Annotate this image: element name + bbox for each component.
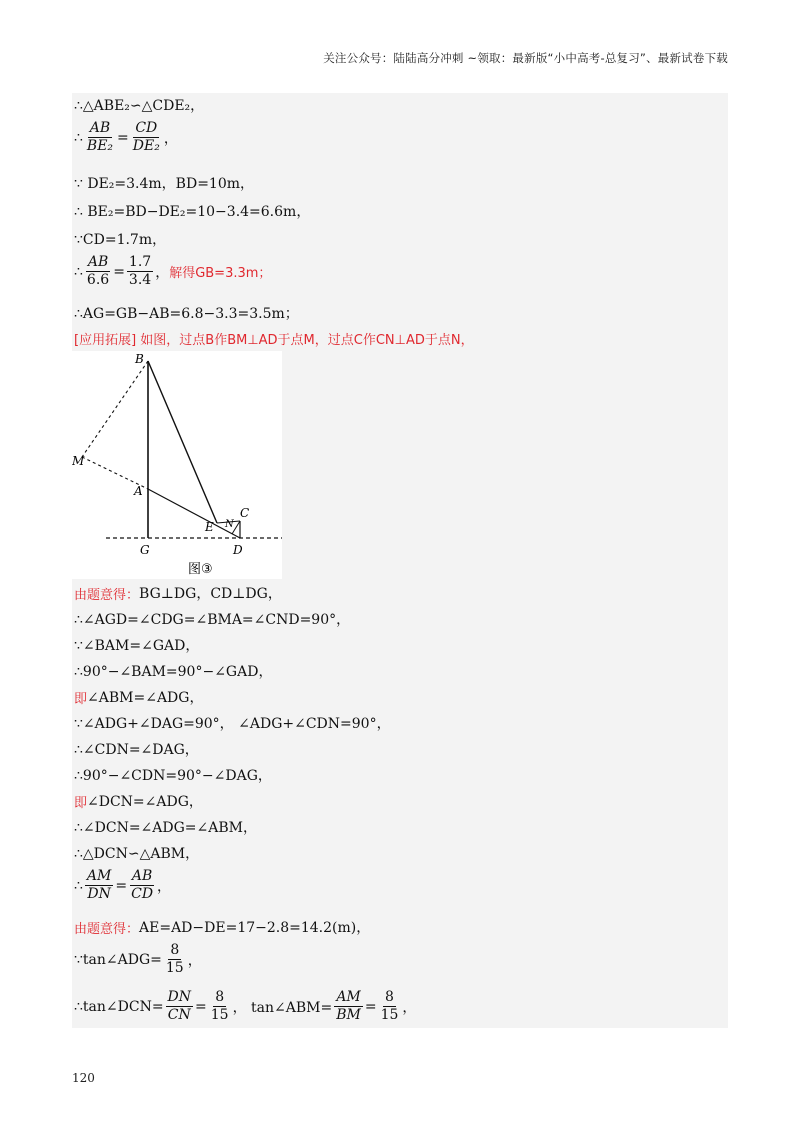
given-text: 由题意得： bbox=[74, 921, 140, 937]
numerator: 8 bbox=[215, 989, 225, 1005]
equals-sign: = bbox=[195, 998, 207, 1015]
line-cd bbox=[74, 229, 166, 249]
text-line: ∴AG=GB−AB=6.8−3.3=3.5m； bbox=[74, 306, 299, 322]
text-line: ∴∠DCN=∠ADG=∠ABM， bbox=[74, 820, 257, 836]
line-ae bbox=[74, 917, 370, 937]
text-line: ∠ABM=∠ADG， bbox=[87, 690, 204, 706]
fraction bbox=[209, 990, 231, 1023]
numerator: CD bbox=[135, 120, 158, 136]
denominator: BM bbox=[336, 1007, 361, 1023]
line-ratio-2 bbox=[74, 255, 271, 288]
text-line: ∵ DE₂=3.4m，BD=10m， bbox=[74, 176, 255, 192]
tan-prefix: ∴tan∠DCN= bbox=[74, 998, 164, 1015]
fraction bbox=[164, 943, 186, 976]
numerator: 1.7 bbox=[128, 254, 152, 270]
denominator: CN bbox=[167, 1007, 191, 1023]
fraction bbox=[85, 255, 111, 288]
line-application-extension bbox=[74, 329, 474, 348]
denominator: DE₂ bbox=[132, 138, 160, 154]
line-angle-sums bbox=[74, 713, 391, 733]
figure-caption: 图③ bbox=[188, 562, 213, 577]
numerator: AM bbox=[86, 868, 112, 884]
numerator: DN bbox=[167, 989, 192, 1005]
fraction bbox=[85, 869, 113, 902]
label-m: M bbox=[72, 454, 85, 468]
comma: ， bbox=[402, 999, 417, 1016]
line-ratio-1 bbox=[74, 121, 178, 154]
denominator: 3.4 bbox=[128, 272, 152, 288]
line-similar-triangles-2 bbox=[74, 843, 199, 863]
therefore-symbol: ∴ bbox=[74, 263, 83, 280]
text-line: ∴ BE₂=BD−DE₂=10−3.4=6.6m， bbox=[74, 204, 311, 220]
denominator: DN bbox=[87, 886, 111, 902]
line-ag bbox=[74, 303, 299, 323]
line-similar-triangles-1 bbox=[74, 95, 204, 115]
line-bam-gad bbox=[74, 635, 199, 655]
numerator: 8 bbox=[385, 989, 394, 1005]
equals-sign: = bbox=[115, 877, 128, 894]
fraction bbox=[334, 990, 363, 1023]
text-line: BG⊥DG，CD⊥DG， bbox=[139, 586, 282, 602]
comma: ， bbox=[187, 952, 202, 969]
geometry-figure bbox=[72, 351, 282, 579]
line-right-angles bbox=[74, 609, 350, 629]
page-number: 120 bbox=[72, 1071, 95, 1085]
text-line: ∵CD=1.7m， bbox=[74, 232, 167, 248]
label-a: A bbox=[134, 484, 143, 498]
numerator: AB bbox=[131, 868, 153, 884]
namely-text: 即 bbox=[74, 795, 88, 811]
page-header: 关注公众号：陆陆高分冲刺 ~领取：最新版“小中高考-总复习”、最新试卷下载 bbox=[323, 51, 728, 65]
namely-text: 即 bbox=[74, 691, 88, 707]
label-g: G bbox=[140, 543, 150, 557]
line-ratio-3 bbox=[74, 869, 171, 902]
numerator: AM bbox=[336, 989, 361, 1005]
segment-ad bbox=[148, 489, 240, 538]
line-be2 bbox=[74, 201, 310, 221]
fraction bbox=[379, 990, 401, 1023]
text-line: ∴△DCN∽△ABM， bbox=[74, 846, 200, 862]
solution-content bbox=[72, 93, 728, 1028]
line-tan-dcn-abm bbox=[74, 990, 416, 1023]
comma: ， bbox=[157, 878, 172, 895]
fraction bbox=[129, 869, 155, 902]
text-line: ∵∠BAM=∠GAD， bbox=[74, 638, 200, 654]
text-line: ∴90°−∠BAM=90°−∠GAD， bbox=[74, 664, 273, 680]
text-line: ∴∠CDN=∠DAG， bbox=[74, 742, 199, 758]
text-line: ∵∠ADG+∠DAG=90°， ∠ADG+∠CDN=90°， bbox=[74, 716, 391, 732]
denominator: CD bbox=[131, 886, 154, 902]
equals-sign: = bbox=[113, 263, 125, 280]
text-line: ∴△ABE₂∽△CDE₂， bbox=[74, 98, 205, 114]
therefore-symbol: ∴ bbox=[74, 877, 83, 894]
segment-bm bbox=[82, 361, 148, 457]
therefore-symbol: ∴ bbox=[74, 129, 83, 146]
given-text: 由题意得： bbox=[74, 587, 140, 603]
fraction bbox=[127, 255, 153, 288]
line-given-lengths bbox=[74, 173, 254, 193]
numerator: 8 bbox=[170, 942, 180, 958]
line-tan-adg bbox=[74, 943, 202, 976]
label-d: D bbox=[233, 543, 243, 557]
text-line: AE=AD−DE=17−2.8=14.2(m)， bbox=[139, 920, 371, 936]
figure-svg bbox=[72, 351, 282, 579]
denominator: 15 bbox=[380, 1007, 399, 1023]
text-line: ∴90°−∠CDN=90°−∠DAG， bbox=[74, 768, 272, 784]
fraction bbox=[131, 121, 162, 154]
line-dcn-adg bbox=[74, 791, 203, 811]
label-b: B bbox=[135, 352, 144, 366]
application-extension-text: [应用拓展] 如图，过点B作BM⊥AD于点M，过点C作CN⊥AD于点N， bbox=[74, 333, 474, 348]
label-n: N bbox=[225, 519, 234, 530]
denominator: 6.6 bbox=[86, 272, 110, 288]
line-abm-adg bbox=[74, 687, 203, 707]
comma: ， bbox=[163, 130, 178, 147]
line-complement-2 bbox=[74, 765, 272, 785]
solve-gb-text: 解得GB=3.3m； bbox=[169, 266, 272, 281]
equals-sign: = bbox=[364, 998, 377, 1015]
numerator: AB bbox=[87, 254, 109, 270]
segment-be bbox=[148, 361, 217, 523]
label-e: E bbox=[205, 520, 214, 534]
numerator: AB bbox=[89, 120, 111, 136]
equals-sign: = bbox=[117, 129, 129, 146]
label-c: C bbox=[240, 506, 250, 520]
denominator: 15 bbox=[165, 960, 184, 976]
text-line: ∴∠AGD=∠CDG=∠BMA=∠CND=90°， bbox=[74, 612, 351, 628]
text-line: ∠DCN=∠ADG， bbox=[87, 794, 203, 810]
fraction bbox=[166, 990, 193, 1023]
denominator: BE₂ bbox=[86, 138, 114, 154]
line-complement-1 bbox=[74, 661, 272, 681]
tan-prefix: ∵tan∠ADG= bbox=[74, 951, 162, 968]
line-cdn-dag bbox=[74, 739, 199, 759]
line-given-perpendicular bbox=[74, 583, 282, 603]
denominator: 15 bbox=[210, 1007, 229, 1023]
line-angle-chain bbox=[74, 817, 257, 837]
comma: ， bbox=[155, 264, 170, 281]
fraction bbox=[85, 121, 115, 154]
tan-middle: ， tan∠ABM= bbox=[232, 999, 333, 1016]
